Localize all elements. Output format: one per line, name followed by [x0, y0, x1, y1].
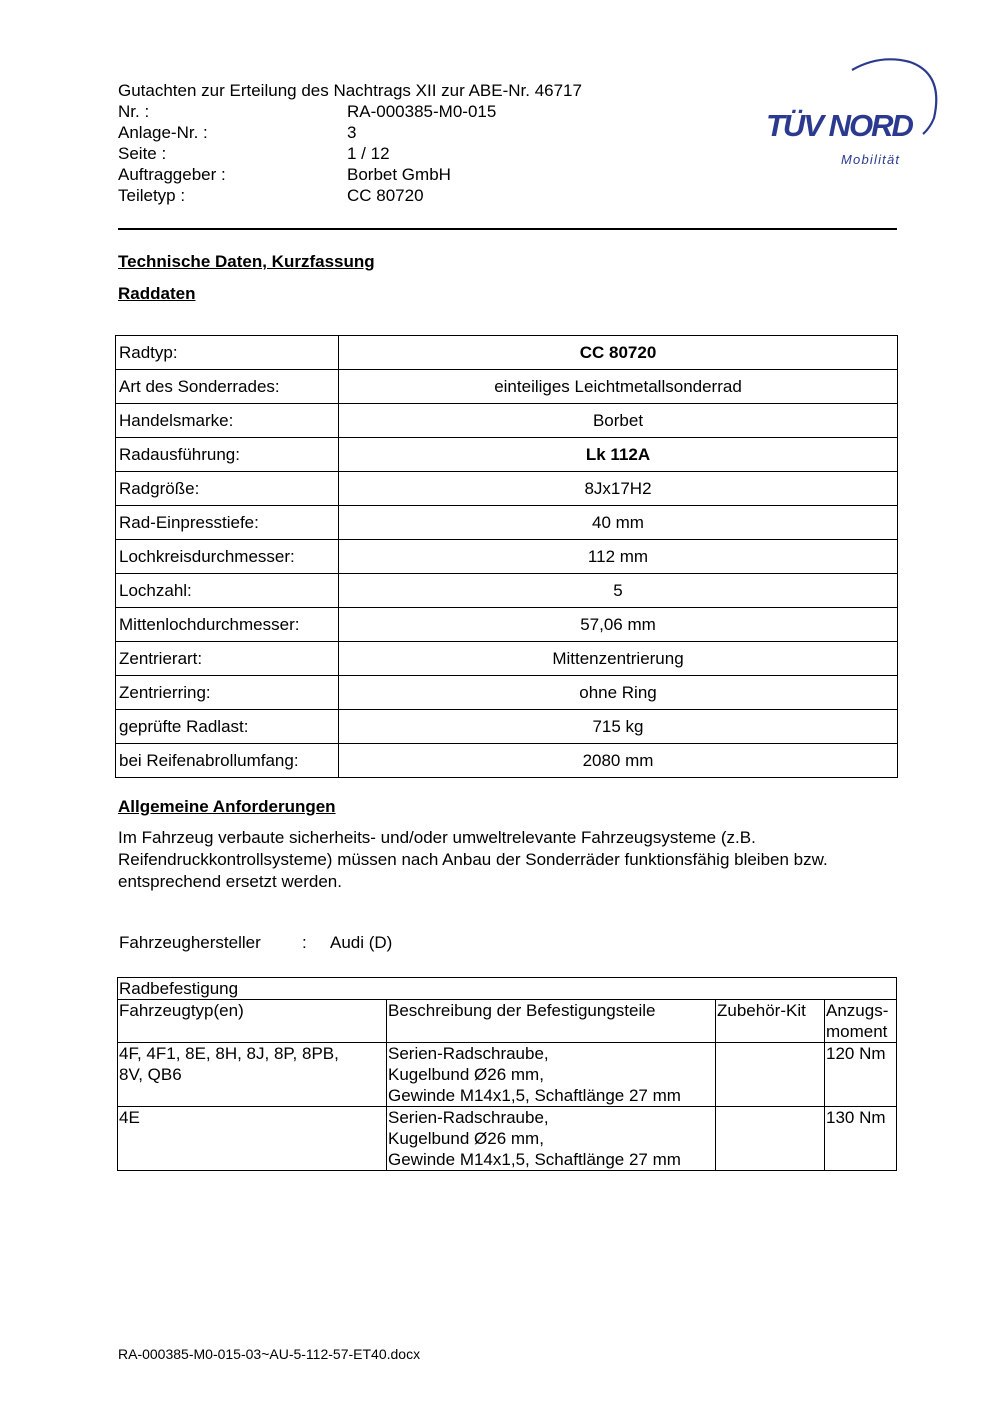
header-label: Auftraggeber :: [118, 165, 226, 184]
header-row: [118, 143, 582, 164]
header-divider: [118, 228, 897, 230]
table-row: [116, 608, 898, 642]
table-row: [116, 642, 898, 676]
logo-wordmark: TÜV NORD: [766, 108, 912, 143]
header-label: Nr. :: [118, 102, 150, 121]
paragraph-line: Reifendruckkontrollsysteme) müssen nach Anbau der Sonderräder funktionsfähig bleiben bzw.: [118, 850, 828, 869]
header-row: [118, 101, 582, 122]
row-value: Borbet: [339, 404, 898, 438]
header-value: RA-000385-M0-015: [347, 102, 497, 121]
footer-filename: RA-000385-M0-015-03~AU-5-112-57-ET40.docx: [118, 1346, 421, 1362]
row-value: 40 mm: [339, 506, 898, 540]
cell-types: 4E: [118, 1107, 387, 1171]
section-heading: Allgemeine Anforderungen: [118, 797, 336, 816]
logo-subtitle: Mobilität: [841, 152, 901, 167]
row-value: 2080 mm: [339, 744, 898, 778]
document-header: [118, 80, 582, 206]
row-label: geprüfte Radlast:: [116, 710, 339, 744]
header-value: 1 / 12: [347, 144, 390, 163]
row-value: 5: [339, 574, 898, 608]
header-label: Teiletyp :: [118, 186, 186, 205]
table-row: [118, 1107, 897, 1171]
table-row: [116, 540, 898, 574]
paragraph-line: Im Fahrzeug verbaute sicherheits- und/oder umweltrelevante Fahrzeugsysteme (z.B.: [118, 828, 756, 847]
header-row: [118, 164, 582, 185]
section-heading: Raddaten: [118, 284, 196, 303]
cell-desc: Serien-Radschraube, Kugelbund Ø26 mm, Gewinde M14x1,5, Schaftlänge 27 mm: [387, 1107, 716, 1171]
row-label: Lochzahl:: [116, 574, 339, 608]
tuv-nord-logo: [760, 56, 944, 172]
row-label: Lochkreisdurchmesser:: [116, 540, 339, 574]
table-title: Radbefestigung: [118, 978, 897, 1000]
row-value: 112 mm: [339, 540, 898, 574]
table-header-row: [118, 1000, 897, 1043]
row-label: Mittenlochdurchmesser:: [116, 608, 339, 642]
row-value: 57,06 mm: [339, 608, 898, 642]
column-header: Anzugs- moment: [825, 1000, 897, 1043]
column-header: Fahrzeugtyp(en): [118, 1000, 387, 1043]
header-label: Seite :: [118, 144, 167, 163]
manufacturer-value: Audi (D): [330, 933, 393, 952]
row-label: Handelsmarke:: [116, 404, 339, 438]
header-row: [118, 122, 582, 143]
document-title: Gutachten zur Erteilung des Nachtrags XII zur ABE-Nr. 46717: [118, 81, 582, 100]
cell-moment: 130 Nm: [825, 1107, 897, 1171]
row-label: Rad-Einpresstiefe:: [116, 506, 339, 540]
header-value: 3: [347, 123, 357, 142]
radbefestigung-table: [117, 977, 897, 1171]
header-row: [118, 185, 582, 206]
raddaten-table: [115, 335, 898, 778]
row-label: Radausführung:: [116, 438, 339, 472]
cell-kit: [716, 1043, 825, 1107]
row-label: Radtyp:: [116, 336, 339, 370]
row-value: CC 80720: [339, 336, 898, 370]
row-value: Lk 112A: [339, 438, 898, 472]
manufacturer-separator: :: [302, 933, 307, 952]
manufacturer-label: Fahrzeughersteller: [119, 933, 261, 952]
paragraph-line: entsprechend ersetzt werden.: [118, 872, 342, 891]
header-value: Borbet GmbH: [347, 165, 451, 184]
cell-desc: Serien-Radschraube, Kugelbund Ø26 mm, Gewinde M14x1,5, Schaftlänge 27 mm: [387, 1043, 716, 1107]
table-row: [116, 438, 898, 472]
row-label: Radgröße:: [116, 472, 339, 506]
table-row: [116, 744, 898, 778]
row-value: Mittenzentrierung: [339, 642, 898, 676]
cell-moment: 120 Nm: [825, 1043, 897, 1107]
table-row: [116, 574, 898, 608]
table-row: [116, 676, 898, 710]
table-row: [116, 710, 898, 744]
row-value: ohne Ring: [339, 676, 898, 710]
table-row: [116, 472, 898, 506]
header-label: Anlage-Nr. :: [118, 123, 208, 142]
cell-kit: [716, 1107, 825, 1171]
row-value: 8Jx17H2: [339, 472, 898, 506]
requirements-paragraph: [118, 827, 908, 893]
vehicle-manufacturer: [119, 933, 392, 953]
table-row: [116, 370, 898, 404]
row-label: Art des Sonderrades:: [116, 370, 339, 404]
table-row: [116, 506, 898, 540]
table-row: [118, 1043, 897, 1107]
header-value: CC 80720: [347, 186, 424, 205]
row-label: Zentrierring:: [116, 676, 339, 710]
table-row: [116, 404, 898, 438]
cell-types: 4F, 4F1, 8E, 8H, 8J, 8P, 8PB, 8V, QB6: [118, 1043, 387, 1107]
column-header: Beschreibung der Befestigungsteile: [387, 1000, 716, 1043]
row-label: Zentrierart:: [116, 642, 339, 676]
column-header: Zubehör-Kit: [716, 1000, 825, 1043]
section-heading: Technische Daten, Kurzfassung: [118, 252, 375, 271]
row-value: 715 kg: [339, 710, 898, 744]
table-row: [116, 336, 898, 370]
row-value: einteiliges Leichtmetallsonderrad: [339, 370, 898, 404]
row-label: bei Reifenabrollumfang:: [116, 744, 339, 778]
